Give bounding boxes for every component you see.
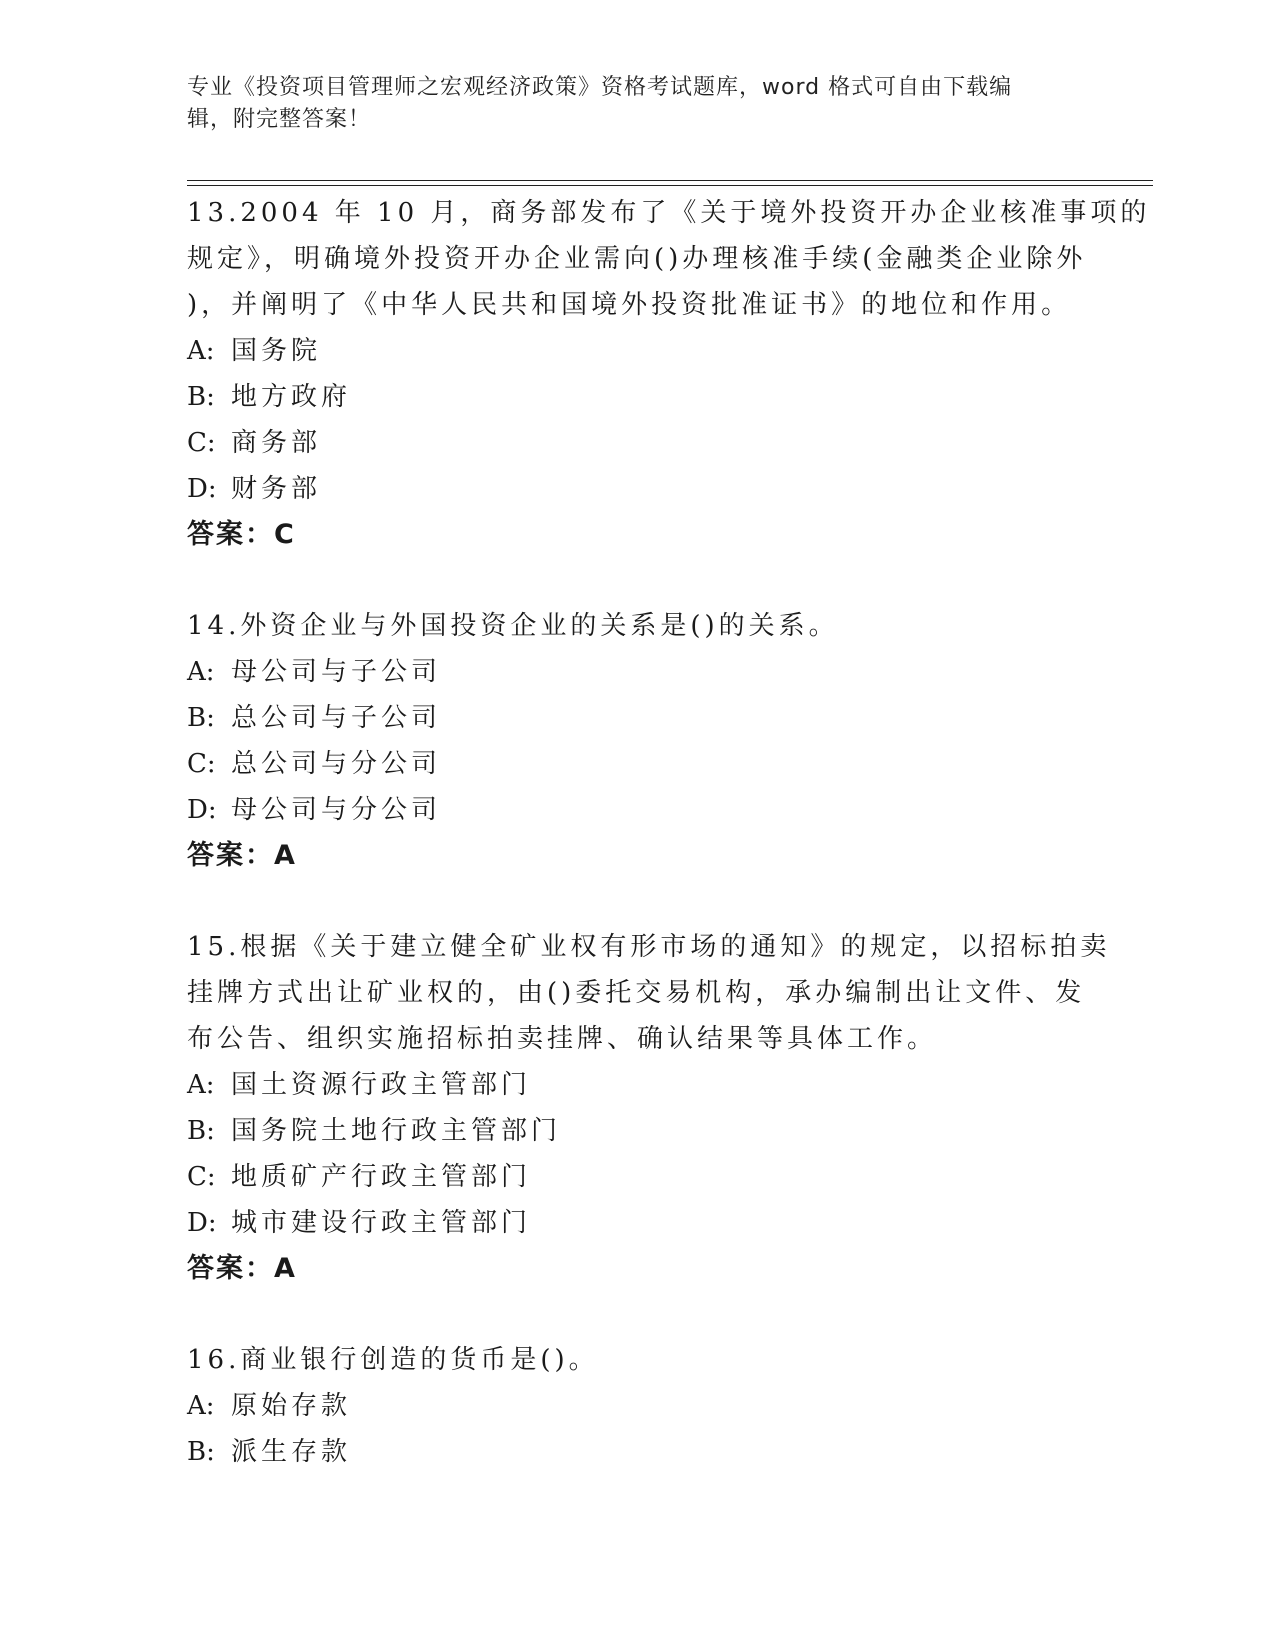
option-text: 派生存款 (231, 1437, 352, 1467)
option-text: 商务部 (231, 428, 322, 458)
question-text-line: 16.商业银行创造的货币是()。 (187, 1345, 599, 1375)
option-b (187, 695, 1087, 741)
option-text: 地质矿产行政主管部门 (231, 1162, 532, 1192)
option-key: B: (187, 703, 215, 733)
option-text: 地方政府 (231, 382, 352, 412)
question-text-line: 挂牌方式出让矿业权的，由()委托交易机构，承办编制出让文件、发 (187, 978, 1086, 1008)
question-list (187, 190, 1151, 1520)
option-key: B: (187, 1116, 215, 1146)
option-b (187, 374, 1087, 420)
question-text-line: 14.外资企业与外国投资企业的关系是()的关系。 (187, 611, 839, 641)
option-text: 国务院 (231, 336, 322, 366)
option-d (187, 1200, 1087, 1246)
option-d (187, 466, 1087, 512)
option-key: D: (187, 474, 217, 504)
option-a (187, 1383, 1087, 1429)
option-key: C: (187, 1162, 216, 1192)
option-key: D: (187, 1208, 217, 1238)
option-text: 财务部 (231, 474, 322, 504)
option-c (187, 741, 1087, 787)
option-text: 总公司与子公司 (231, 703, 442, 733)
document-header (187, 72, 1067, 136)
option-c (187, 1154, 1087, 1200)
question-15 (187, 924, 1111, 1292)
question-text-line: 13.2004 年 10 月，商务部发布了《关于境外投资开办企业核准事项的 (187, 198, 1151, 228)
option-key: A: (187, 1391, 215, 1421)
question-text-line: 15.根据《关于建立健全矿业权有形市场的通知》的规定，以招标拍卖 (187, 932, 1111, 962)
option-key: B: (187, 1437, 215, 1467)
header-line-1: 专业《投资项目管理师之宏观经济政策》资格考试题库，word 格式可自由下载编 (187, 75, 1013, 100)
option-key: C: (187, 749, 216, 779)
option-text: 母公司与分公司 (231, 795, 442, 825)
question-16 (187, 1337, 1087, 1475)
header-divider-secondary (187, 185, 1153, 186)
answer-line: 答案：C (187, 519, 296, 550)
header-divider (187, 180, 1153, 181)
question-text-line: )，并阐明了《中华人民共和国境外投资批准证书》的地位和作用。 (187, 290, 1072, 320)
question-14 (187, 603, 1087, 879)
answer-line: 答案：A (187, 1253, 297, 1284)
option-d (187, 787, 1087, 833)
answer-line: 答案：A (187, 840, 297, 871)
option-c (187, 420, 1087, 466)
option-text: 国务院土地行政主管部门 (231, 1116, 562, 1146)
option-text: 城市建设行政主管部门 (231, 1208, 532, 1238)
option-key: B: (187, 382, 215, 412)
option-b (187, 1429, 1087, 1475)
question-text-line: 布公告、组织实施招标拍卖挂牌、确认结果等具体工作。 (187, 1024, 938, 1054)
option-a (187, 328, 1087, 374)
option-key: A: (187, 657, 215, 687)
option-key: C: (187, 428, 216, 458)
question-13 (187, 190, 1151, 558)
option-text: 国土资源行政主管部门 (231, 1070, 532, 1100)
option-text: 原始存款 (231, 1391, 352, 1421)
option-key: A: (187, 1070, 215, 1100)
header-line-2: 辑，附完整答案！ (187, 107, 372, 132)
option-a (187, 649, 1087, 695)
option-key: D: (187, 795, 217, 825)
question-text-line: 规定》，明确境外投资开办企业需向()办理核准手续(金融类企业除外 (187, 244, 1087, 274)
option-key: A: (187, 336, 215, 366)
option-b (187, 1108, 1087, 1154)
option-text: 总公司与分公司 (231, 749, 442, 779)
option-a (187, 1062, 1087, 1108)
option-text: 母公司与子公司 (231, 657, 442, 687)
